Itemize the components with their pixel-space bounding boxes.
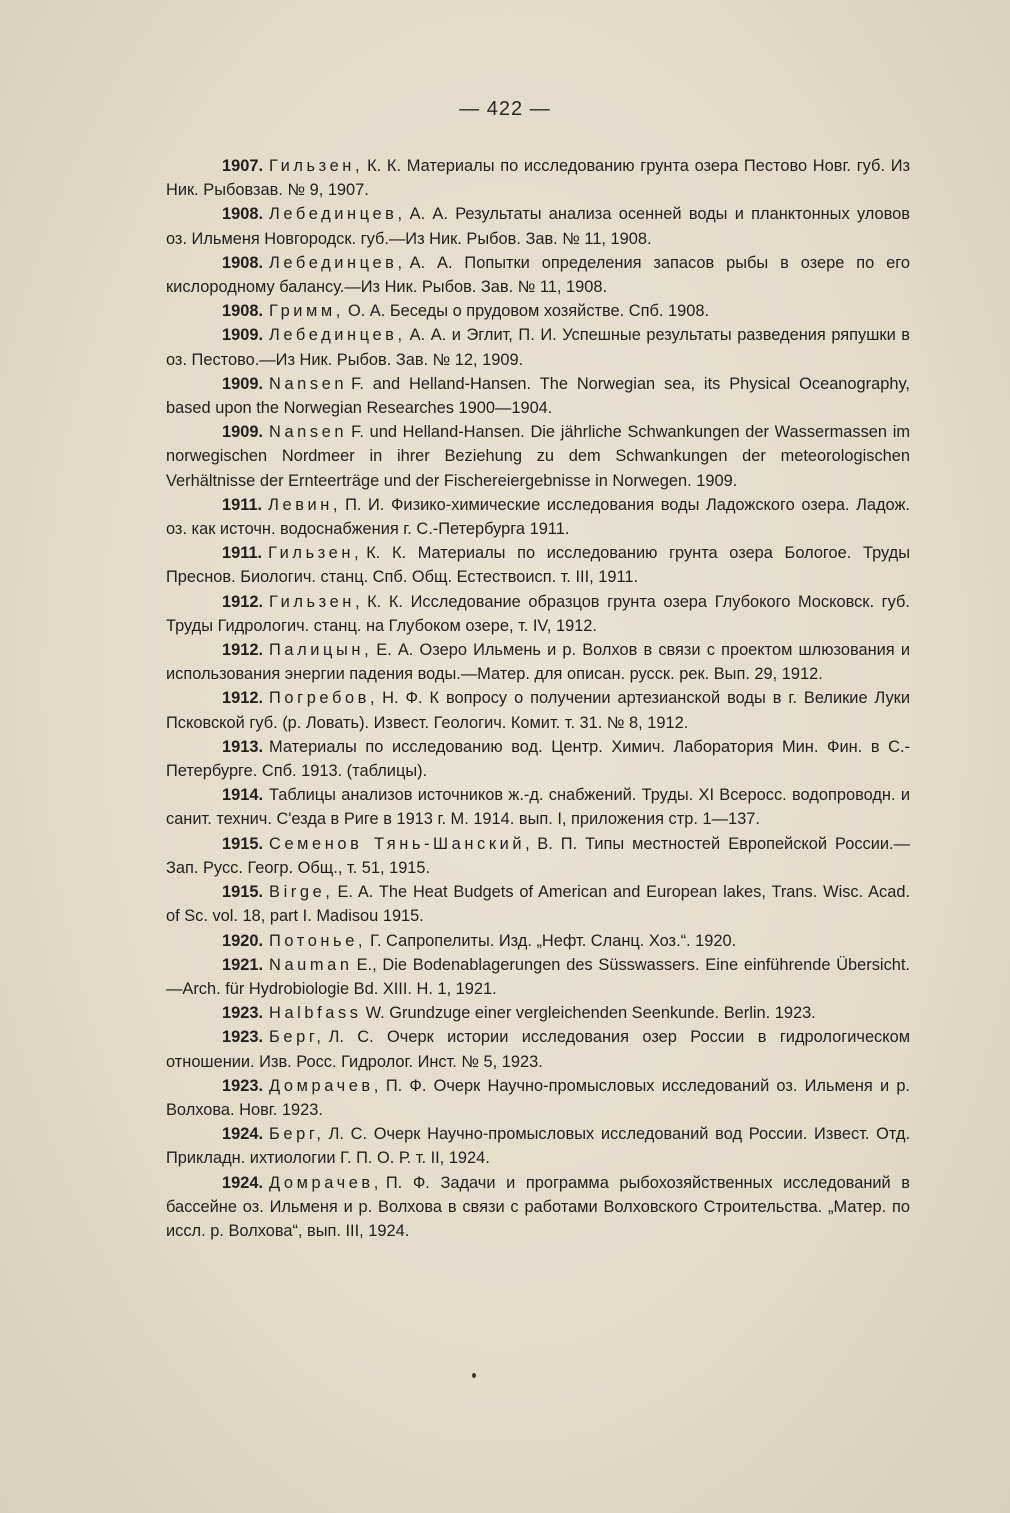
entry-year: 1915. xyxy=(222,883,264,902)
entry-author: Лебединцев, xyxy=(269,205,406,224)
bibliography-entry xyxy=(166,783,910,831)
entry-author: Nansen xyxy=(269,423,348,442)
bibliography-entry xyxy=(166,638,910,686)
entry-text: П. Ф. Задачи и программа рыбохозяйственных исследований в бассейне оз. Ильменя и р. Волхова в связи с работами Волховского Строительства. „Матер. по иссл. р. Волхова“, вып. III, 1924. xyxy=(166,1173,910,1240)
bibliography-entry xyxy=(166,1025,910,1073)
entry-text: E. A. The Heat Budgets of American and European lakes, Trans. Wisc. Acad. of Sc. vol. 18, part I. Madisou 1915. xyxy=(166,883,910,926)
entry-text: Л. С. Очерк истории исследования озер России в гидрологическом отношении. Изв. Росс. Гидролог. Инст. № 5, 1923. xyxy=(166,1028,910,1071)
entry-year: 1923. xyxy=(222,1004,264,1023)
entry-author: Birge, xyxy=(269,883,334,902)
bibliography-entry xyxy=(166,372,910,420)
entry-year: 1908. xyxy=(222,253,264,272)
bibliography-entry xyxy=(166,1001,910,1025)
entry-text: О. А. Беседы о прудовом хозяйстве. Спб. 1908. xyxy=(347,302,710,321)
entry-text: А. А. Попытки определения запасов рыбы в озере по его кислородному балансу.—Из Ник. Рыбов. Зав. № 11, 1908. xyxy=(166,253,910,297)
entry-author: Nansen xyxy=(269,374,348,393)
entry-author: Домрачев, xyxy=(269,1173,382,1192)
bibliography-entry xyxy=(166,541,910,589)
entry-year: 1920. xyxy=(222,931,264,950)
bibliography-entry xyxy=(166,735,910,783)
entry-author: Потонье, xyxy=(269,931,367,950)
entry-year: 1912. xyxy=(222,641,264,660)
bibliography-entry xyxy=(166,929,910,953)
entry-text: К. К. Исследование образцов грунта озера Глубокого Московск. губ. Труды Гидрологич. станц. на Глубоком озере, т. IV, 1912. xyxy=(166,592,910,635)
entry-author: Берг, xyxy=(269,1125,325,1144)
bibliography-entry xyxy=(166,953,910,1001)
entry-author: Семенов Тянь-Шанский, xyxy=(269,834,534,853)
bibliography-entry xyxy=(166,202,910,250)
entry-author: Домрачев, xyxy=(269,1076,382,1095)
entry-year: 1923. xyxy=(222,1076,264,1095)
entry-year: 1924. xyxy=(222,1125,264,1144)
entry-text: В. П. Типы местностей Европейской России.—Зап. Русс. Геогр. Общ., т. 51, 1915. xyxy=(166,834,910,877)
bibliography-entry xyxy=(166,323,910,371)
entry-year: 1924. xyxy=(222,1173,264,1192)
bibliography-entry xyxy=(166,1171,910,1244)
entry-author: Гильзен, xyxy=(268,544,363,563)
bibliography-entry xyxy=(166,1122,910,1170)
entry-year: 1912. xyxy=(222,689,264,708)
entry-author: Гильзен, xyxy=(269,157,364,175)
entry-text: К. К. Материалы по исследованию грунта озера Бологое. Труды Преснов. Биологич. станц. Спб. Общ. Естествоисп. т. III, 1911. xyxy=(166,544,910,587)
bibliography-list xyxy=(166,154,910,1243)
entry-year: 1911. xyxy=(222,495,263,514)
entry-text: П. Ф. Очерк Научно-промысловых исследований оз. Ильменя и р. Волхова. Новг. 1923. xyxy=(166,1076,910,1119)
entry-year: 1909. xyxy=(222,374,264,393)
entry-year: 1913. xyxy=(222,737,264,756)
page-number: — 422 — xyxy=(459,98,551,120)
entry-year: 1909. xyxy=(222,326,264,345)
entry-text: W. Grundzuge einer vergleichenden Seenkunde. Berlin. 1923. xyxy=(365,1004,816,1023)
entry-author: Гильзен, xyxy=(269,592,364,611)
entry-year: 1909. xyxy=(222,423,264,442)
bibliography-entry xyxy=(166,1074,910,1122)
entry-year: 1908. xyxy=(222,205,264,224)
entry-text: П. И. Физико-химические исследования воды Ладожского озера. Ладож. оз. как источн. водоснабжения г. С.-Петербурга 1911. xyxy=(166,495,910,539)
entry-year: 1923. xyxy=(222,1028,264,1047)
entry-year: 1915. xyxy=(222,834,264,853)
bibliography-entry xyxy=(166,832,910,880)
entry-text: А. А. Результаты анализа осенней воды и планктонных уловов оз. Ильменя Новгородск. губ.—Из Ник. Рыбов. Зав. № 11, 1908. xyxy=(166,205,910,248)
entry-text: Н. Ф. К вопросу о получении артезианской воды в г. Великие Луки Псковской губ. (р. Ловать). Извест. Геологич. Комит. т. 31. № 8, 1912. xyxy=(166,689,910,732)
entry-year: 1907. xyxy=(222,157,264,175)
entry-author: Палицын, xyxy=(269,641,373,660)
bibliography-entry xyxy=(166,493,910,541)
entry-text: Таблицы анализов источников ж.-д. снабжений. Труды. XI Всеросс. водопроводн. и санит. технич. С'езда в Риге в 1913 г. М. 1914. вып. I, приложения стр. 1—137. xyxy=(166,786,910,829)
bibliography-entry xyxy=(166,251,910,299)
entry-text: F. und Helland-Hansen. Die jährliche Schwankungen der Wassermassen im norwegischen Nordmeer in ihrer Beziehung zu dem Schwankungen der meteorologischen Verhältnisse der Ernteerträge und der Fischereiergebnisse in Norwegen. 1909. xyxy=(166,423,910,490)
entry-year: 1908. xyxy=(222,302,264,321)
entry-author: Погребов, xyxy=(269,689,379,708)
entry-author: Nauman xyxy=(269,955,353,974)
entry-text: Г. Сапропелиты. Изд. „Нефт. Сланц. Хоз.“. 1920. xyxy=(370,931,737,950)
entry-text: F. and Helland-Hansen. The Norwegian sea, its Physical Oceanography, based upon the Norwegian Researches 1900—1904. xyxy=(166,374,910,418)
bibliography-entry xyxy=(166,590,910,638)
entry-author: Лебединцев, xyxy=(269,326,406,345)
entry-year: 1921. xyxy=(222,955,264,974)
entry-year: 1914. xyxy=(222,786,264,805)
entry-text: А. А. и Эглит, П. И. Успешные результаты разведения ряпушки в оз. Пестово.—Из Ник. Рыбов. Зав. № 12, 1909. xyxy=(166,326,910,369)
bibliography-entry xyxy=(166,420,910,493)
entry-author: Левин, xyxy=(268,495,342,514)
bibliography-entry xyxy=(166,880,910,928)
bibliography-entry xyxy=(166,686,910,734)
bibliography-entry xyxy=(166,299,910,323)
print-speck xyxy=(472,1373,476,1378)
entry-author: Halbfass xyxy=(269,1004,362,1023)
entry-text: E., Die Bodenablagerungen des Süsswassers. Eine einführende Übersicht.—Arch. für Hydrobiologie Bd. XIII. H. 1, 1921. xyxy=(166,955,910,998)
entry-text: Материалы по исследованию вод. Центр. Химич. Лаборатория Мин. Фин. в С.-Петербурге. Спб. 1913. (таблицы). xyxy=(166,737,910,781)
entry-author: Лебединцев, xyxy=(269,253,406,272)
entry-author: Берг, xyxy=(269,1028,325,1047)
entry-year: 1912. xyxy=(222,592,264,611)
entry-text: Е. А. Озеро Ильмень и р. Волхов в связи с проектом шлюзования и использования энергии падения воды.—Матер. для описан. русск. рек. Вып. 29, 1912. xyxy=(166,641,910,684)
entry-text: К. К. Материалы по исследованию грунта озера Пестово Новг. губ. Из Ник. Рыбовзав. № 9, 1907. xyxy=(166,157,910,200)
bibliography-entry xyxy=(166,154,910,202)
entry-author: Гримм, xyxy=(269,302,344,321)
entry-text: Л. С. Очерк Научно-промысловых исследований вод России. Извест. Отд. Прикладн. ихтиологии Г. П. О. Р. т. II, 1924. xyxy=(166,1125,910,1168)
entry-year: 1911. xyxy=(222,544,263,563)
